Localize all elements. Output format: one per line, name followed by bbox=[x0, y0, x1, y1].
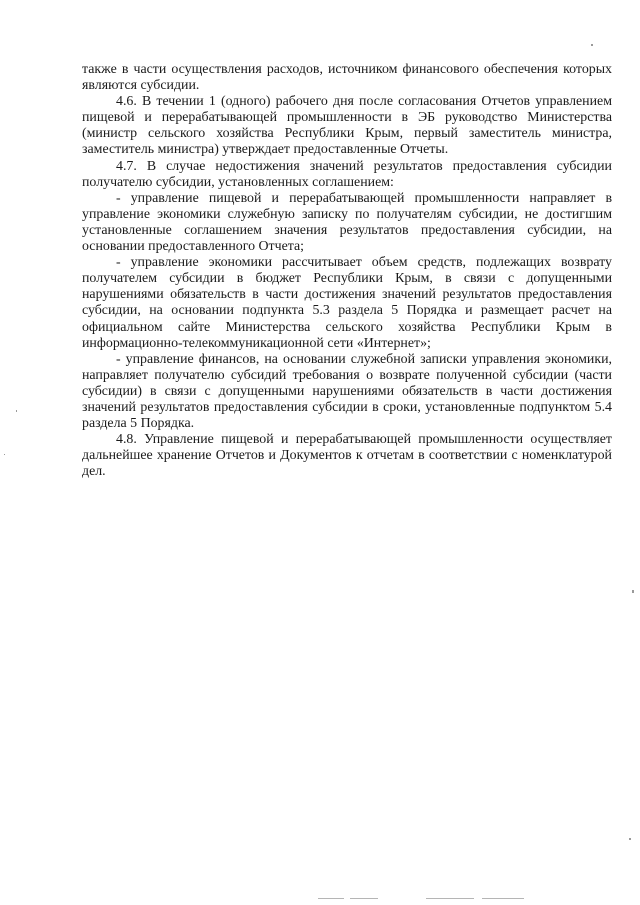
list-item-economics: - управление экономики рассчитывает объем средств, подлежащих возврату получателем субсидии в бюджет Республики Крым, в связи с допущенными нарушениями обязательств в части достижения значений результатов предоставления субсидии, на основании подпункта 5.3 раздела 5 Порядка и размещает расчет на официальном сайте Министерства сельского хозяйства Республики Крым в информационно-телекоммуникационной сети «Интернет»; bbox=[82, 255, 612, 351]
paragraph-4-7: 4.7. В случае недостижения значений результатов предоставления субсидии получателю субсидии, установленных соглашением: bbox=[82, 158, 612, 190]
paragraph-4-6: 4.6. В течении 1 (одного) рабочего дня после согласования Отчетов управлением пищевой и перерабатывающей промышленности в ЭБ руководство Министерства (министр сельского хозяйства Республики Крым, первый заместитель министра, заместитель министра) утверждает предоставленные Отчеты. bbox=[82, 94, 612, 158]
document-body bbox=[82, 62, 612, 480]
list-item-food-industry: - управление пищевой и перерабатывающей промышленности направляет в управление экономики служебную записку по получателям субсидии, не достигшим установленные соглашением значения результатов предоставления субсидии, на основании предоставленного Отчета; bbox=[82, 190, 612, 255]
paragraph-subsidy-expenses: также в части осуществления расходов, источником финансового обеспечения которых являются субсидии. bbox=[82, 62, 612, 94]
list-item-finance: - управление финансов, на основании служебной записки управления экономики, направляет получателю субсидий требования о возврате полученной субсидии (части субсидии) в связи с допущенными нарушениями обязательств в части достижения значений результатов предоставления субсидии в сроки, установленные подпунктом 5.4 раздела 5 Порядка. bbox=[82, 351, 612, 432]
paragraph-4-8: 4.8. Управление пищевой и перерабатывающей промышленности осуществляет дальнейшее хранение Отчетов и Документов к отчетам в соответствии с номенклатурой дел. bbox=[82, 432, 612, 480]
